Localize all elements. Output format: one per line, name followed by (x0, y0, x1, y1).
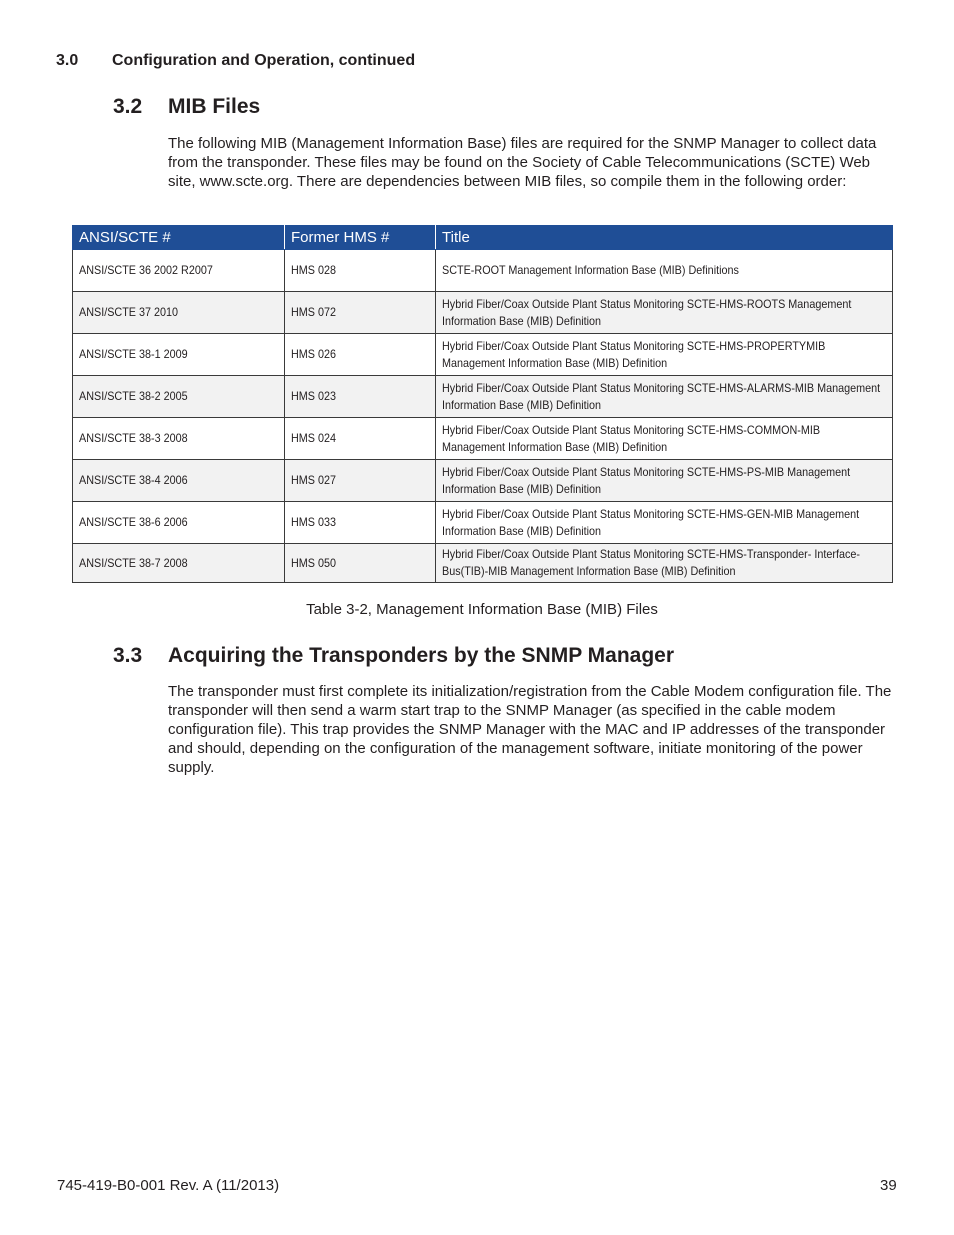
table-row (73, 544, 893, 583)
ansi-scte-cell: ANSI/SCTE 38-4 2006 (73, 460, 285, 502)
page-number: 39 (880, 1177, 897, 1194)
section-number: 3.3 (113, 644, 143, 667)
former-hms-cell: HMS 028 (285, 250, 436, 292)
running-head-number: 3.0 (56, 52, 79, 69)
title-cell: Hybrid Fiber/Coax Outside Plant Status Monitoring SCTE-HMS-COMMON-MIB Management Information Base (MIB) Definition (436, 418, 893, 460)
section-title: Acquiring the Transponders by the SNMP Manager (168, 644, 675, 667)
running-head (56, 52, 415, 70)
table-row (73, 502, 893, 544)
section-heading-acquiring-transponders (113, 644, 674, 668)
column-header-ansi-scte: ANSI/SCTE # (73, 226, 285, 250)
title-cell: Hybrid Fiber/Coax Outside Plant Status Monitoring SCTE-HMS-PS-MIB Management Information Base (MIB) Definition (436, 460, 893, 502)
former-hms-cell: HMS 026 (285, 334, 436, 376)
table-header-row (73, 226, 893, 250)
former-hms-cell: HMS 072 (285, 292, 436, 334)
title-cell: Hybrid Fiber/Coax Outside Plant Status Monitoring SCTE-HMS-ALARMS-MIB Management Information Base (MIB) Definition (436, 376, 893, 418)
document-number: 745-419-B0-001 Rev. A (11/2013) (57, 1177, 280, 1194)
former-hms-cell: HMS 050 (285, 544, 436, 583)
table-caption: Table 3-2, Management Information Base (MIB) Files (306, 601, 658, 618)
title-cell: Hybrid Fiber/Coax Outside Plant Status Monitoring SCTE-HMS-PROPERTYMIB Management Information Base (MIB) Definition (436, 334, 893, 376)
column-header-former-hms: Former HMS # (285, 226, 436, 250)
former-hms-cell: HMS 033 (285, 502, 436, 544)
section-title: MIB Files (168, 95, 261, 118)
table-row (73, 250, 893, 292)
running-head-title: Configuration and Operation, continued (112, 52, 416, 69)
ansi-scte-cell: ANSI/SCTE 38-6 2006 (73, 502, 285, 544)
acquiring-paragraph: The transponder must first complete its initialization/registration from the Cable Modem configuration file. The transponder will then send a warm start trap to the SNMP Manager (as specified in the cable modem configuration file). This trap provides the SNMP Manager with the MAC and IP addresses of the transponder and should, depending on the configuration of the management software, initiate monitoring of the power supply. (168, 683, 892, 776)
title-cell: SCTE-ROOT Management Information Base (MIB) Definitions (436, 250, 893, 292)
mib-intro-paragraph: The following MIB (Management Information Base) files are required for the SNMP Manager to collect data from the transponder. These files may be found on the Society of Cable Telecommunications (SCTE) Web site, www.scte.org. There are dependencies between MIB files, so compile them in the following order: (168, 135, 877, 190)
ansi-scte-cell: ANSI/SCTE 38-3 2008 (73, 418, 285, 460)
ansi-scte-cell: ANSI/SCTE 38-7 2008 (73, 544, 285, 583)
former-hms-cell: HMS 023 (285, 376, 436, 418)
table-row (73, 418, 893, 460)
ansi-scte-cell: ANSI/SCTE 37 2010 (73, 292, 285, 334)
title-cell: Hybrid Fiber/Coax Outside Plant Status Monitoring SCTE-HMS-GEN-MIB Management Information Base (MIB) Definition (436, 502, 893, 544)
ansi-scte-cell: ANSI/SCTE 36 2002 R2007 (73, 250, 285, 292)
section-number: 3.2 (113, 95, 143, 118)
ansi-scte-cell: ANSI/SCTE 38-2 2005 (73, 376, 285, 418)
section-heading-mib-files (113, 95, 260, 119)
mib-files-table (72, 225, 893, 583)
former-hms-cell: HMS 027 (285, 460, 436, 502)
table-row (73, 292, 893, 334)
table-row (73, 460, 893, 502)
ansi-scte-cell: ANSI/SCTE 38-1 2009 (73, 334, 285, 376)
title-cell: Hybrid Fiber/Coax Outside Plant Status Monitoring SCTE-HMS-ROOTS Management Information Base (MIB) Definition (436, 292, 893, 334)
former-hms-cell: HMS 024 (285, 418, 436, 460)
title-cell: Hybrid Fiber/Coax Outside Plant Status Monitoring SCTE-HMS-Transponder- Interface-Bus(TIB)-MIB Management Information Base (MIB) Definition (436, 544, 893, 583)
table-row (73, 334, 893, 376)
table-row (73, 376, 893, 418)
column-header-title: Title (436, 226, 893, 250)
